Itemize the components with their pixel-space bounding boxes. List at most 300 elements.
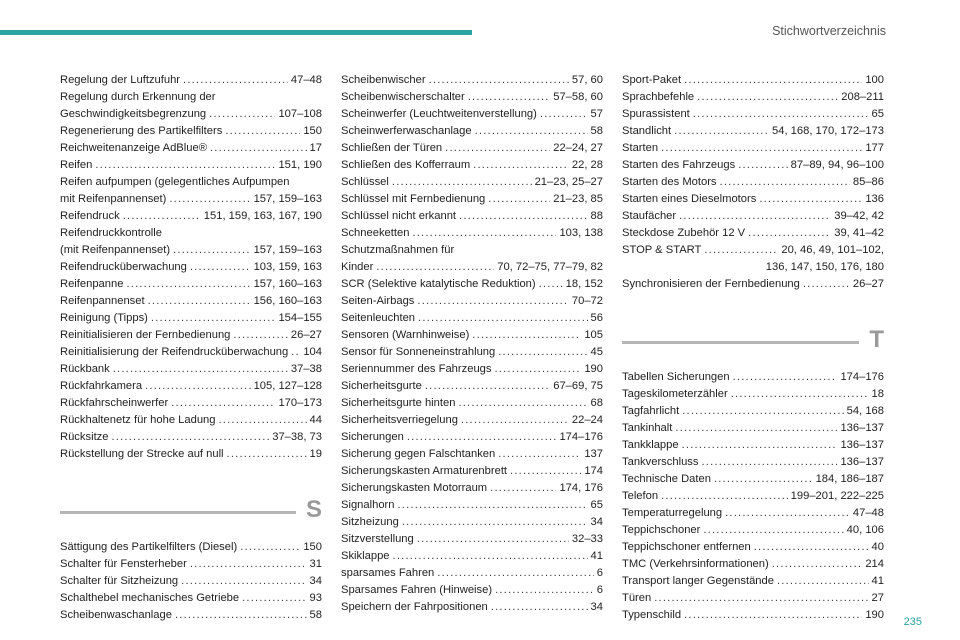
index-entry bbox=[60, 573, 322, 590]
dot-leader bbox=[682, 437, 838, 454]
entry-term: Schlüssel nicht erkannt bbox=[341, 210, 457, 222]
dot-leader bbox=[684, 72, 862, 89]
entry-pages: 54, 168, 170, 172–173 bbox=[772, 125, 884, 137]
entry-term: Reinitialisierung der Reifendrucküberwachung bbox=[60, 346, 289, 358]
entry-term: Schließen des Kofferraum bbox=[341, 159, 471, 171]
entry-pages: 39, 41–42 bbox=[834, 227, 884, 239]
dot-leader bbox=[697, 89, 838, 106]
index-entry bbox=[341, 361, 603, 378]
dot-leader bbox=[407, 429, 557, 446]
dot-leader bbox=[468, 89, 550, 106]
index-entry bbox=[622, 539, 884, 556]
entry-term: STOP & START bbox=[622, 244, 702, 256]
entry-term: Rückhaltenetz für hohe Ladung bbox=[60, 414, 216, 426]
entry-term: Tankinhalt bbox=[622, 422, 673, 434]
entry-term: Sport-Paket bbox=[622, 74, 682, 86]
entry-pages: 174 bbox=[584, 465, 603, 477]
entry-term: Technische Daten bbox=[622, 473, 711, 485]
index-entry bbox=[341, 395, 603, 412]
entry-pages: 151, 190 bbox=[278, 159, 322, 171]
index-entry bbox=[60, 412, 322, 429]
entry-term: Rückstellung der Strecke auf null bbox=[60, 448, 224, 460]
entry-pages: 104 bbox=[303, 346, 322, 358]
dot-leader bbox=[679, 208, 831, 225]
entry-pages: 103, 138 bbox=[559, 227, 603, 239]
entry-term: Schneeketten bbox=[341, 227, 410, 239]
entry-pages: 65 bbox=[871, 108, 884, 120]
dot-leader bbox=[112, 429, 270, 446]
dot-leader bbox=[418, 310, 588, 327]
dot-leader bbox=[376, 259, 494, 276]
dot-leader bbox=[291, 344, 300, 361]
entry-term: Sitzheizung bbox=[341, 516, 399, 528]
entry-pages: 150 bbox=[303, 125, 322, 137]
index-entry bbox=[341, 344, 603, 361]
index-entry bbox=[60, 123, 322, 140]
entry-term: Sättigung des Partikelfilters (Diesel) bbox=[60, 541, 238, 553]
entry-pages: 68 bbox=[590, 397, 603, 409]
dot-leader bbox=[210, 140, 307, 157]
index-entry bbox=[341, 293, 603, 310]
index-entry bbox=[60, 140, 322, 157]
index-entry bbox=[341, 276, 603, 293]
dot-leader bbox=[242, 590, 306, 607]
entry-term: Spurassistent bbox=[622, 108, 690, 120]
entry-pages: 93 bbox=[309, 592, 322, 604]
entry-term-line: Schutzmaßnahmen für bbox=[341, 244, 455, 256]
entry-pages: 40 bbox=[871, 541, 884, 553]
index-entry bbox=[60, 395, 322, 412]
entry-pages: 44 bbox=[309, 414, 322, 426]
index-entry bbox=[622, 140, 884, 157]
entry-pages: 6 bbox=[596, 584, 603, 596]
dot-leader bbox=[701, 454, 837, 471]
entry-pages: 39–42, 42 bbox=[834, 210, 884, 222]
dot-leader bbox=[240, 539, 300, 556]
entry-term: sparsames Fahren bbox=[341, 567, 435, 579]
entry-pages: 21–23, 85 bbox=[553, 193, 603, 205]
dot-leader bbox=[402, 514, 588, 531]
index-entry bbox=[341, 310, 603, 327]
entry-term: Scheibenwischer bbox=[341, 74, 426, 86]
entry-term: Skiklappe bbox=[341, 550, 390, 562]
index-entry bbox=[60, 242, 322, 259]
index-entry bbox=[622, 420, 884, 437]
index-entry bbox=[622, 454, 884, 471]
entry-pages: 65 bbox=[590, 499, 603, 511]
entry-pages: 85–86 bbox=[852, 176, 884, 188]
index-entry bbox=[60, 72, 322, 89]
dot-leader bbox=[173, 242, 250, 259]
dot-leader bbox=[445, 140, 550, 157]
entry-term: Sicherungskasten Armaturenbrett bbox=[341, 465, 508, 477]
index-entry bbox=[341, 480, 603, 497]
dot-leader bbox=[417, 531, 569, 548]
index-column-2 bbox=[341, 72, 603, 616]
entry-term: Tagfahrlicht bbox=[622, 405, 680, 417]
dot-leader bbox=[95, 157, 275, 174]
entry-pages: 34 bbox=[309, 575, 322, 587]
dot-leader bbox=[398, 497, 588, 514]
entry-pages: 18, 152 bbox=[565, 278, 603, 290]
index-entry bbox=[60, 293, 322, 310]
index-entry bbox=[60, 327, 322, 344]
index-entry bbox=[341, 208, 603, 225]
entry-pages: 150 bbox=[303, 541, 322, 553]
entry-pages: 18 bbox=[871, 388, 884, 400]
dot-leader bbox=[661, 140, 862, 157]
entry-pages: 174–176 bbox=[559, 431, 603, 443]
dot-leader bbox=[126, 276, 250, 293]
entry-term: Regenerierung des Partikelfilters bbox=[60, 125, 223, 137]
dot-leader bbox=[429, 72, 569, 89]
entry-pages: 157, 159–163 bbox=[253, 193, 322, 205]
index-entry bbox=[622, 72, 884, 89]
dot-leader bbox=[725, 505, 850, 522]
entry-term: Teppichschoner entfernen bbox=[622, 541, 751, 553]
entry-term: Schließen der Türen bbox=[341, 142, 443, 154]
entry-term: Türen bbox=[622, 592, 652, 604]
index-entry bbox=[341, 412, 603, 429]
entry-term: Scheibenwaschanlage bbox=[60, 609, 172, 621]
dot-leader bbox=[703, 522, 843, 539]
entry-pages: 22–24, 27 bbox=[553, 142, 603, 154]
dot-leader bbox=[412, 225, 556, 242]
entry-pages: 136–137 bbox=[840, 456, 884, 468]
entry-term: Reifenpannenset bbox=[60, 295, 145, 307]
entry-term: Reifenpanne bbox=[60, 278, 124, 290]
dot-leader bbox=[674, 123, 769, 140]
page-number: 235 bbox=[903, 616, 922, 628]
entry-term: Rückfahrscheinwerfer bbox=[60, 397, 169, 409]
dot-leader bbox=[171, 395, 275, 412]
entry-term: Schalter für Sitzheizung bbox=[60, 575, 179, 587]
entry-pages: 34 bbox=[590, 601, 603, 613]
dot-leader bbox=[181, 573, 306, 590]
dot-leader bbox=[731, 386, 869, 403]
entry-pages: 47–48 bbox=[852, 507, 884, 519]
index-entry bbox=[341, 225, 603, 242]
letter-section-header bbox=[622, 319, 884, 359]
entry-term: Synchronisieren der Fernbedienung bbox=[622, 278, 800, 290]
index-entry bbox=[622, 471, 884, 488]
entry-term-line: Regelung durch Erkennung der bbox=[60, 91, 216, 103]
index-entry bbox=[341, 599, 603, 616]
index-entry bbox=[622, 403, 884, 420]
entry-term: SCR (Selektive katalytische Reduktion) bbox=[341, 278, 536, 290]
dot-leader bbox=[458, 395, 587, 412]
entry-pages: 214 bbox=[865, 558, 884, 570]
entry-term: Kinder bbox=[341, 261, 374, 273]
dot-leader bbox=[540, 106, 588, 123]
dot-leader bbox=[539, 276, 563, 293]
entry-pages: 107–108 bbox=[278, 108, 322, 120]
index-entry bbox=[60, 276, 322, 293]
dot-leader bbox=[777, 573, 869, 590]
entry-pages: 47–48 bbox=[290, 74, 322, 86]
entry-term: Sparsames Fahren (Hinweise) bbox=[341, 584, 493, 596]
index-entry bbox=[341, 497, 603, 514]
index-entry bbox=[622, 157, 884, 174]
dot-leader bbox=[498, 446, 581, 463]
dot-leader bbox=[498, 344, 587, 361]
dot-leader bbox=[714, 471, 813, 488]
index-entry bbox=[622, 208, 884, 225]
entry-term: Transport langer Gegenstände bbox=[622, 575, 774, 587]
index-entry bbox=[341, 89, 603, 106]
entry-term: Rückfahrkamera bbox=[60, 380, 143, 392]
dot-leader bbox=[654, 590, 868, 607]
index-entry bbox=[341, 531, 603, 548]
entry-pages: 54, 168 bbox=[846, 405, 884, 417]
dot-leader bbox=[190, 556, 307, 573]
dot-leader bbox=[675, 420, 837, 437]
index-entry bbox=[341, 140, 603, 157]
dot-leader bbox=[209, 106, 275, 123]
letter-divider bbox=[60, 511, 296, 514]
entry-term: Starten bbox=[622, 142, 659, 154]
entry-pages: 58 bbox=[309, 609, 322, 621]
entry-pages: 190 bbox=[865, 609, 884, 621]
dot-leader bbox=[684, 607, 862, 624]
entry-pages: 57, 60 bbox=[571, 74, 603, 86]
dot-leader bbox=[720, 174, 850, 191]
entry-term: Reifendruck bbox=[60, 210, 120, 222]
dot-leader bbox=[475, 123, 588, 140]
entry-pages: 41 bbox=[871, 575, 884, 587]
index-entry bbox=[60, 556, 322, 573]
index-column-1 bbox=[60, 72, 322, 624]
dot-leader bbox=[510, 463, 581, 480]
entry-term: Seiten-Airbags bbox=[341, 295, 415, 307]
entry-pages: 199–201, 222–225 bbox=[790, 490, 884, 502]
dot-leader bbox=[488, 191, 550, 208]
index-entry bbox=[341, 548, 603, 565]
index-entry bbox=[60, 378, 322, 395]
entry-pages: 88 bbox=[590, 210, 603, 222]
entry-term: Sicherungskasten Motorraum bbox=[341, 482, 488, 494]
dot-leader bbox=[393, 548, 588, 565]
dot-leader bbox=[437, 565, 593, 582]
entry-pages: 208–211 bbox=[841, 91, 884, 103]
index-entry bbox=[341, 327, 603, 344]
index-entry bbox=[622, 556, 884, 573]
entry-pages: 45 bbox=[590, 346, 603, 358]
entry-pages: 40, 106 bbox=[846, 524, 884, 536]
index-column-3 bbox=[622, 72, 884, 624]
entry-pages: 37–38, 73 bbox=[272, 431, 322, 443]
entry-term: Teppichschoner bbox=[622, 524, 701, 536]
entry-pages: 37–38 bbox=[290, 363, 322, 375]
dot-leader bbox=[473, 157, 569, 174]
dot-leader bbox=[227, 446, 307, 463]
entry-pages: 177 bbox=[865, 142, 884, 154]
index-entry bbox=[341, 106, 603, 123]
entry-term: Reifen bbox=[60, 159, 93, 171]
entry-pages: 57 bbox=[590, 108, 603, 120]
index-entry bbox=[60, 259, 322, 276]
entry-term: Rückbank bbox=[60, 363, 110, 375]
entry-pages: 20, 46, 49, 101–102, bbox=[781, 244, 884, 256]
entry-term: Tabellen Sicherungen bbox=[622, 371, 730, 383]
index-entry bbox=[341, 463, 603, 480]
index-entry bbox=[622, 89, 884, 106]
entry-term: Sicherung gegen Falschtanken bbox=[341, 448, 496, 460]
dot-leader bbox=[392, 174, 532, 191]
entry-term: Starten des Fahrzeugs bbox=[622, 159, 736, 171]
index-entry bbox=[341, 514, 603, 531]
entry-pages: 136 bbox=[865, 193, 884, 205]
letter-section-header bbox=[60, 489, 322, 529]
entry-term: Schalter für Fensterheber bbox=[60, 558, 187, 570]
index-entry bbox=[60, 191, 322, 208]
entry-term: Telefon bbox=[622, 490, 659, 502]
entry-pages: 70, 72–75, 77–79, 82 bbox=[497, 261, 603, 273]
entry-term: Steckdose Zubehör 12 V bbox=[622, 227, 746, 239]
dot-leader bbox=[169, 191, 250, 208]
dot-leader bbox=[175, 607, 307, 624]
index-entry bbox=[341, 123, 603, 140]
entry-pages: 27 bbox=[871, 592, 884, 604]
index-entry bbox=[60, 310, 322, 327]
dot-leader bbox=[425, 378, 550, 395]
entry-pages: 34 bbox=[590, 516, 603, 528]
index-entry bbox=[341, 446, 603, 463]
entry-pages: 26–27 bbox=[290, 329, 322, 341]
entry-pages: 100 bbox=[865, 74, 884, 86]
entry-pages: 87–89, 94, 96–100 bbox=[790, 159, 884, 171]
dot-leader bbox=[494, 361, 581, 378]
dot-leader bbox=[113, 361, 288, 378]
index-entry bbox=[622, 488, 884, 505]
index-entry bbox=[622, 242, 884, 259]
index-entry bbox=[622, 276, 884, 293]
entry-pages-continued: 136, 147, 150, 176, 180 bbox=[765, 261, 884, 273]
entry-pages: 154–155 bbox=[278, 312, 322, 324]
index-entry bbox=[622, 369, 884, 386]
entry-term: Typenschild bbox=[622, 609, 682, 621]
entry-term: Staufächer bbox=[622, 210, 677, 222]
entry-term: Reichweitenanzeige AdBlue® bbox=[60, 142, 207, 154]
entry-term: Seitenleuchten bbox=[341, 312, 416, 324]
entry-term: Schlüssel bbox=[341, 176, 389, 188]
entry-term: Scheinwerfer (Leuchtweitenverstellung) bbox=[341, 108, 537, 120]
index-entry bbox=[622, 573, 884, 590]
dot-leader bbox=[748, 225, 831, 242]
entry-pages: 105 bbox=[584, 329, 603, 341]
index-entry bbox=[341, 378, 603, 395]
dot-leader bbox=[754, 539, 869, 556]
entry-term: Geschwindigkeitsbegrenzung bbox=[60, 108, 207, 120]
index-entry bbox=[341, 191, 603, 208]
dot-leader bbox=[183, 72, 288, 89]
entry-term: Scheinwerferwaschanlage bbox=[341, 125, 472, 137]
entry-pages: 156, 160–163 bbox=[253, 295, 322, 307]
entry-pages: 157, 159–163 bbox=[253, 244, 322, 256]
index-entry bbox=[60, 208, 322, 225]
index-entry bbox=[341, 72, 603, 89]
entry-term: Sicherungen bbox=[341, 431, 404, 443]
entry-term: Signalhorn bbox=[341, 499, 395, 511]
entry-pages: 58 bbox=[590, 125, 603, 137]
entry-pages: 19 bbox=[309, 448, 322, 460]
entry-term: (mit Reifenpannenset) bbox=[60, 244, 171, 256]
entry-term: Speichern der Fahrpositionen bbox=[341, 601, 488, 613]
index-entry bbox=[60, 446, 322, 463]
entry-pages: 21–23, 25–27 bbox=[534, 176, 603, 188]
entry-term: Starten eines Dieselmotors bbox=[622, 193, 757, 205]
entry-term: Scheibenwischerschalter bbox=[341, 91, 465, 103]
index-entry bbox=[60, 106, 322, 123]
entry-pages: 174–176 bbox=[840, 371, 884, 383]
index-entry bbox=[60, 344, 322, 361]
dot-leader bbox=[151, 310, 276, 327]
dot-leader bbox=[491, 599, 588, 616]
index-entry bbox=[622, 437, 884, 454]
dot-leader bbox=[803, 276, 850, 293]
dot-leader bbox=[190, 259, 251, 276]
entry-pages: 41 bbox=[590, 550, 603, 562]
entry-term: Schlüssel mit Fernbedienung bbox=[341, 193, 486, 205]
dot-leader bbox=[733, 369, 838, 386]
header-accent-bar bbox=[0, 30, 472, 35]
entry-term: Tankklappe bbox=[622, 439, 679, 451]
dot-leader bbox=[772, 556, 863, 573]
entry-term-line: Reifendruckkontrolle bbox=[60, 227, 162, 239]
dot-leader bbox=[490, 480, 556, 497]
index-entry bbox=[622, 225, 884, 242]
entry-pages: 174, 176 bbox=[559, 482, 603, 494]
dot-leader bbox=[704, 242, 778, 259]
entry-term: Sensor für Sonneneinstrahlung bbox=[341, 346, 496, 358]
index-entry bbox=[622, 123, 884, 140]
entry-term: Sicherheitsgurte hinten bbox=[341, 397, 456, 409]
index-entry bbox=[622, 522, 884, 539]
index-entry bbox=[341, 174, 603, 191]
entry-term: Tageskilometerzähler bbox=[622, 388, 728, 400]
entry-pages: 32–33 bbox=[571, 533, 603, 545]
entry-pages: 70–72 bbox=[571, 295, 603, 307]
dot-leader bbox=[145, 378, 250, 395]
dot-leader bbox=[417, 293, 568, 310]
index-entry bbox=[60, 607, 322, 624]
index-entry bbox=[622, 174, 884, 191]
entry-term: Tankverschluss bbox=[622, 456, 699, 468]
entry-term: Seriennummer des Fahrzeugs bbox=[341, 363, 492, 375]
index-entry bbox=[60, 539, 322, 556]
index-entry bbox=[341, 429, 603, 446]
entry-term-line: Reifen aufpumpen (gelegentliches Aufpumpen bbox=[60, 176, 290, 188]
entry-pages: 67–69, 75 bbox=[553, 380, 603, 392]
dot-leader bbox=[682, 403, 843, 420]
entry-term: Rücksitze bbox=[60, 431, 109, 443]
letter-divider bbox=[622, 341, 859, 344]
dot-leader bbox=[693, 106, 869, 123]
entry-term: Regelung der Luftzufuhr bbox=[60, 74, 181, 86]
entry-pages: 184, 186–187 bbox=[815, 473, 884, 485]
entry-pages: 157, 160–163 bbox=[253, 278, 322, 290]
dot-leader bbox=[123, 208, 201, 225]
entry-pages: 57–58, 60 bbox=[553, 91, 603, 103]
dot-leader bbox=[495, 582, 594, 599]
index-entry bbox=[341, 565, 603, 582]
entry-pages: 137 bbox=[584, 448, 603, 460]
entry-pages: 17 bbox=[309, 142, 322, 154]
entry-pages: 190 bbox=[584, 363, 603, 375]
entry-term: Sitzverstellung bbox=[341, 533, 414, 545]
entry-term: mit Reifenpannenset) bbox=[60, 193, 167, 205]
index-entry bbox=[60, 429, 322, 446]
